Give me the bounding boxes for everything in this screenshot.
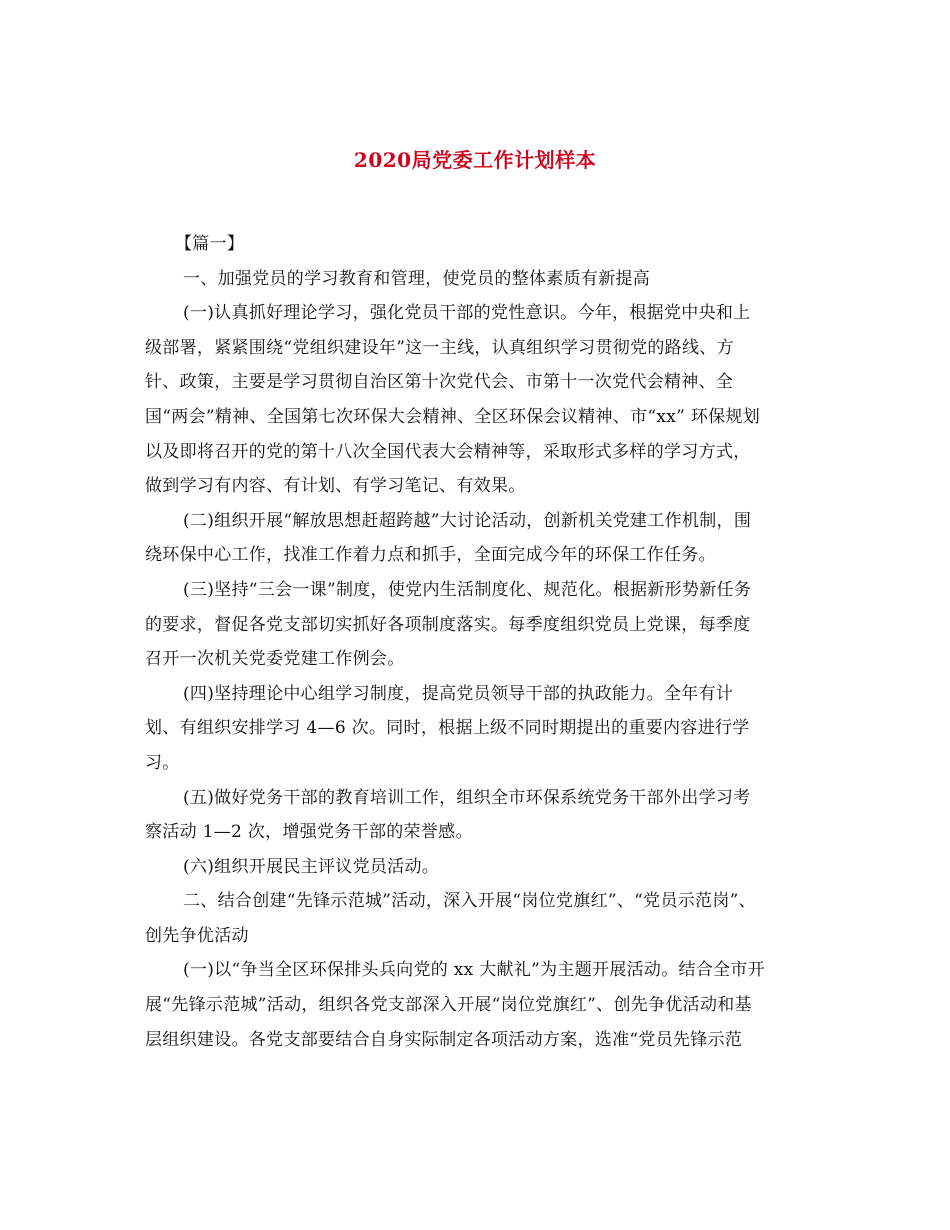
text-line: 召开一次机关党委党建工作例会。 [145, 649, 405, 670]
text-line: 做到学习有内容、有计划、有学习笔记、有效果。 [145, 476, 526, 497]
text-line: 创先争优活动 [145, 925, 249, 946]
text-line: 二、结合创建“先锋示范城”活动，深入开展“岗位党旗红”、“党员示范岗”、 [183, 891, 756, 912]
text-line: (一)以“争当全区环保排头兵向党的 xx 大献礼”为主题开展活动。结合全市开 [183, 960, 766, 981]
text-line: 级部署，紧紧围绕“党组织建设年”这一主线，认真组织学习贯彻党的路线、方 [145, 337, 734, 358]
text-line: (一)认真抓好理论学习，强化党员干部的党性意识。今年，根据党中央和上 [183, 303, 751, 324]
text-line: (三)坚持“三会一课”制度，使党内生活制度化、规范化。根据新形势新任务 [183, 579, 752, 600]
text-line: 国“两会”精神、全国第七次环保大会精神、全区环保会议精神、市“xx” 环保规划 [145, 406, 761, 427]
text-line: 划、有组织安排学习 4—6 次。同时，根据上级不同时期提出的重要内容进行学 [145, 718, 750, 739]
text-line: (四)坚持理论中心组学习制度，提高党员领导干部的执政能力。全年有计 [183, 683, 734, 704]
text-line: 绕环保中心工作，找准工作着力点和抓手，全面完成今年的环保工作任务。 [145, 545, 716, 566]
text-line: 的要求，督促各党支部切实抓好各项制度落实。每季度组织党员上党课，每季度 [145, 614, 751, 635]
document-title: 2020局党委工作计划样本 [353, 148, 597, 172]
text-line: (五)做好党务干部的教育培训工作，组织全市环保系统党务干部外出学习考 [183, 787, 751, 808]
text-line: 察活动 1—2 次，增强党务干部的荣誉感。 [145, 822, 473, 843]
text-line: 以及即将召开的党的第十八次全国代表大会精神等，采取形式多样的学习方式， [145, 441, 751, 462]
text-line: (二)组织开展“解放思想赶超跨越”大讨论活动，创新机关党建工作机制，围 [183, 510, 752, 531]
text-line: 一、加强党员的学习教育和管理，使党员的整体素质有新提高 [183, 268, 651, 289]
text-line: 层组织建设。各党支部要结合自身实际制定各项活动方案，选准“党员先锋示范 [145, 1029, 743, 1050]
text-line: 【篇一】 [175, 234, 245, 254]
text-line: 针、政策，主要是学习贯彻自治区第十次党代会、市第十一次党代会精神、全 [145, 372, 734, 393]
text-line: 展“先锋示范城”活动，组织各党支部深入开展“岗位党旗红”、创先争优活动和基 [145, 995, 752, 1016]
text-line: (六)组织开展民主评议党员活动。 [183, 856, 440, 877]
text-line: 习。 [145, 752, 180, 773]
document-body [145, 227, 805, 1057]
